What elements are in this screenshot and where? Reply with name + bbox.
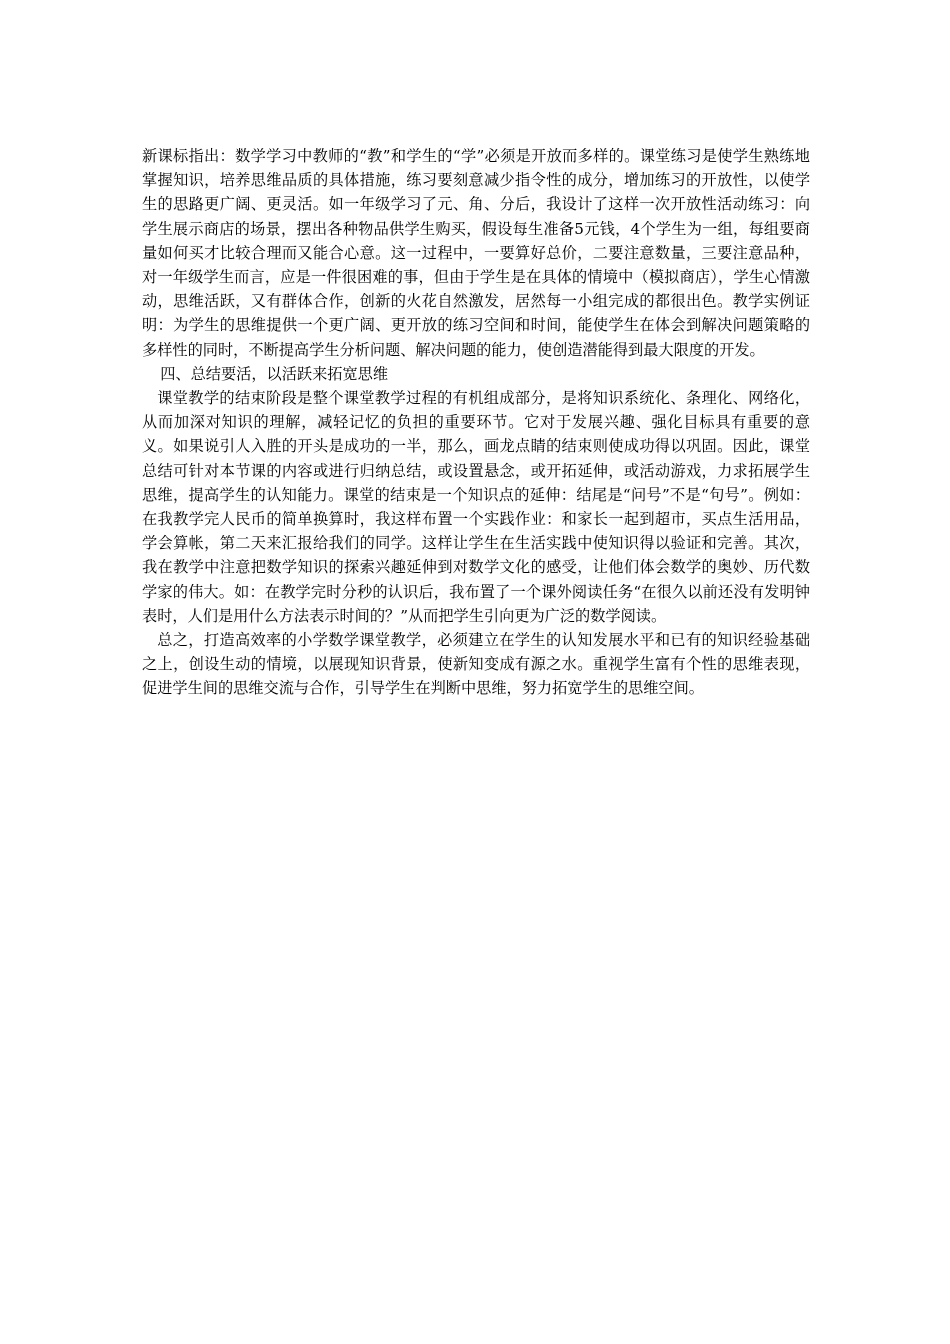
paragraph-conclusion: 总之，打造高效率的小学数学课堂教学，必须建立在学生的认知发展水平和已有的知识经验基础之上，创设生动的情境，以展现知识背景，使新知变成有源之水。重视学生富有个性的思维表现，促进学生间的思维交流与合作，引导学生在判断中思维，努力拓宽学生的思维空间。: [142, 631, 810, 698]
paragraph-lesson-summary: 课堂教学的结束阶段是整个课堂教学过程的有机组成部分，是将知识系统化、条理化、网络化，从而加深对知识的理解，减轻记忆的负担的重要环节。它对于发展兴趣、强化目标具有重要的意义。如果说引人入胜的开头是成功的一半，那么，画龙点睛的结束则使成功得以巩固。因此，课堂总结可针对本节课的内容或进行归纳总结，或设置悬念，或开拓延伸，或活动游戏，力求拓展学生思维，提高学生的认知能力。课堂的结束是一个知识点的延伸：结尾是“问号”不是“句号”。例如：在我教学完人民币的简单换算时，我这样布置一个实践作业：和家长一起到超市，买点生活用品，学会算帐，第二天来汇报给我们的同学。这样让学生在生活实践中使知识得以验证和完善。其次，我在教学中注意把数学知识的探索兴趣延伸到对数学文化的感受，让他们体会数学的奥妙、历代数学家的伟大。如：在教学完时分秒的认识后，我布置了一个课外阅读任务“在很久以前还没有发明钟表时，人们是用什么方法表示时间的？”从而把学生引向更为广泛的数学阅读。: [142, 389, 810, 625]
section-heading-summary: 四、总结要活，以活跃来拓宽思维: [160, 364, 389, 383]
document-body: [142, 144, 810, 701]
paragraph-open-practice: 新课标指出：数学学习中教师的“教”和学生的“学”必须是开放而多样的。课堂练习是使学生熟练地掌握知识，培养思维品质的具体措施，练习要刻意减少指令性的成分，增加练习的开放性，以使学生的思路更广阔、更灵活。如一年级学习了元、角、分后，我设计了这样一次开放性活动练习：向学生展示商店的场景，摆出各种物品供学生购买，假设每生准备5元钱，4个学生为一组，每组要商量如何买才比较合理而又能合心意。这一过程中，一要算好总价，二要注意数量，三要注意品种，对一年级学生而言，应是一件很困难的事，但由于学生是在具体的情境中（模拟商店），学生心情激动，思维活跃，又有群体合作，创新的火花自然激发，居然每一小组完成的都很出色。教学实例证明：为学生的思维提供一个更广阔、更开放的练习空间和时间，能使学生在体会到解决问题策略的多样性的同时，不断提高学生分析问题、解决问题的能力，使创造潜能得到最大限度的开发。: [142, 147, 810, 359]
